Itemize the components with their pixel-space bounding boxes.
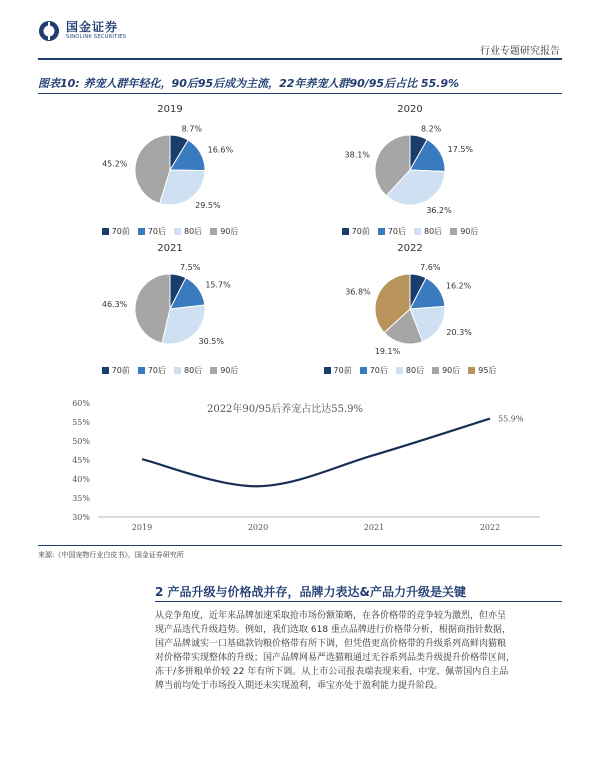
- legend-label: 80后: [405, 366, 425, 375]
- legend-item: [102, 226, 130, 237]
- pie-svg: [270, 257, 550, 363]
- x-tick-label: 2022: [479, 523, 501, 532]
- pie-value-label: 7.6%: [420, 263, 441, 273]
- legend-label: 80后: [424, 227, 443, 236]
- report-type-label: 行业专题研究报告: [480, 46, 560, 57]
- logo-name-cn: 国金证券: [66, 20, 119, 34]
- x-tick-label: 2019: [131, 523, 153, 532]
- legend-item: [324, 365, 352, 376]
- data-label: 55.9%: [498, 414, 524, 424]
- legend-swatch: [210, 228, 217, 235]
- line-chart-title: 2022年90/95后养宠占比达55.9%: [206, 404, 364, 415]
- logo-name-en: SINOLINK SECURITIES: [66, 34, 127, 40]
- pie-svg: [30, 118, 310, 224]
- legend-swatch: [432, 367, 439, 374]
- legend-swatch: [174, 367, 181, 374]
- pie-slice-90后: [135, 274, 170, 343]
- legend-item: [432, 365, 460, 376]
- legend-swatch: [360, 367, 367, 374]
- legend-item: [210, 226, 238, 237]
- pie-year-label: 2019: [157, 104, 183, 115]
- section-heading: 2 产品升级与价格战并存，品牌力表达&产品力升级是关键: [155, 585, 466, 599]
- legend-item: [138, 226, 166, 237]
- legend-label: 90后: [460, 227, 479, 236]
- pie-year-label: 2022: [397, 243, 423, 254]
- logo-mark-icon: [38, 20, 60, 42]
- series-line: [142, 419, 490, 487]
- page-header: [0, 0, 600, 60]
- legend-swatch: [174, 228, 181, 235]
- pie-value-label: 16.6%: [207, 145, 234, 155]
- y-tick-label: 30%: [72, 513, 90, 522]
- body-line: 国产品牌诚实一口基础款钧粮价格带有所下调，但凭借更高价格带的升级系列高鲜肉猫粮: [155, 639, 507, 649]
- figure-title: 图表10: 养宠人群年轻化，90后95后成为主流，22年养宠人群90/95后占比 55.9%: [38, 77, 460, 90]
- legend-swatch: [414, 228, 421, 235]
- company-logo: [38, 20, 126, 42]
- legend-swatch: [324, 367, 331, 374]
- pie-chart-2022: [270, 243, 550, 393]
- pie-value-label: 36.8%: [345, 287, 371, 297]
- legend-label: 80后: [184, 366, 203, 375]
- line-chart-90-95-share: [60, 395, 580, 535]
- body-line: 对价格带实现整体的升级；国产品牌网易严选猫粮通过无谷系列品类升级提升价格带区间，: [155, 653, 516, 663]
- legend-label: 95后: [478, 366, 497, 375]
- legend-label: 90后: [220, 227, 239, 236]
- legend-swatch: [468, 367, 475, 374]
- legend-item: [396, 365, 424, 376]
- pie-year-label: 2020: [397, 104, 423, 115]
- pie-chart-2019: [30, 104, 310, 254]
- legend-swatch: [450, 228, 457, 235]
- y-tick-label: 35%: [72, 494, 90, 503]
- legend-item: [102, 365, 130, 376]
- pie-value-label: 15.7%: [205, 280, 231, 290]
- pie-svg: [270, 118, 550, 224]
- legend-label: 70前: [333, 366, 352, 375]
- legend-item: [450, 226, 478, 237]
- legend-label: 70后: [147, 227, 166, 236]
- legend-item: [360, 365, 388, 376]
- pie-chart-2020: [270, 104, 550, 254]
- pie-value-label: 8.2%: [420, 124, 442, 134]
- pie-chart-2021: [30, 243, 310, 393]
- pie-legend: [30, 226, 310, 237]
- legend-item: [210, 365, 238, 376]
- legend-label: 70前: [351, 227, 370, 236]
- pie-value-label: 38.1%: [344, 150, 370, 160]
- pie-legend: [270, 365, 550, 376]
- legend-label: 80后: [184, 227, 203, 236]
- pie-year-label: 2021: [157, 243, 183, 254]
- x-tick-label: 2020: [247, 523, 269, 532]
- pie-legend: [30, 365, 310, 376]
- legend-swatch: [138, 367, 145, 374]
- legend-label: 90后: [220, 366, 239, 375]
- pie-value-label: 17.5%: [447, 145, 474, 155]
- legend-label: 70后: [147, 366, 166, 375]
- body-line: 牌当前均处于市场投入期还未实现盈利，乖宝亦处于盈利能力提升阶段。: [155, 681, 444, 691]
- pie-value-label: 16.2%: [445, 281, 472, 291]
- y-tick-label: 40%: [72, 475, 90, 484]
- pie-value-label: 7.5%: [180, 263, 201, 273]
- y-tick-label: 50%: [72, 437, 90, 446]
- pie-value-label: 8.7%: [181, 124, 202, 134]
- pie-value-label: 45.2%: [102, 159, 128, 169]
- y-tick-label: 55%: [72, 418, 90, 427]
- section-divider: [155, 601, 562, 602]
- pie-svg: [30, 257, 310, 363]
- legend-item: [174, 226, 202, 237]
- legend-item: [174, 365, 202, 376]
- legend-swatch: [102, 367, 109, 374]
- pie-value-label: 30.5%: [198, 337, 224, 347]
- legend-swatch: [378, 228, 385, 235]
- legend-swatch: [102, 228, 109, 235]
- figure-title-divider: [38, 93, 562, 94]
- pie-value-label: 19.1%: [374, 346, 401, 356]
- legend-label: 70前: [111, 366, 130, 375]
- y-tick-label: 45%: [72, 456, 90, 465]
- legend-label: 70后: [387, 227, 406, 236]
- legend-label: 90后: [442, 366, 461, 375]
- legend-item: [414, 226, 442, 237]
- x-tick-label: 2021: [363, 523, 385, 532]
- legend-item: [468, 365, 496, 376]
- header-divider: [38, 58, 562, 60]
- pie-value-label: 46.3%: [101, 300, 128, 310]
- legend-swatch: [210, 367, 217, 374]
- body-line: 现产品迭代升级趋势。例如，我们选取 618 重点品牌进行价格带分析，根据商指针数据，: [155, 625, 511, 635]
- legend-label: 70前: [111, 227, 130, 236]
- legend-swatch: [138, 228, 145, 235]
- legend-item: [342, 226, 370, 237]
- legend-swatch: [396, 367, 403, 374]
- source-divider: [38, 545, 562, 546]
- source-note: 来源:《中国宠物行业白皮书》，国金证券研究所: [38, 551, 184, 559]
- legend-item: [378, 226, 406, 237]
- pie-legend: [270, 226, 550, 237]
- pie-value-label: 29.5%: [195, 200, 221, 210]
- legend-label: 70后: [369, 366, 388, 375]
- y-tick-label: 60%: [72, 399, 90, 408]
- section-body: [155, 609, 570, 693]
- pie-value-label: 36.2%: [426, 205, 452, 215]
- body-line: 从竞争角度，近年来品牌加速采取抢市场份额策略，在各价格带的竞争较为激烈，但亦呈: [155, 611, 507, 621]
- legend-swatch: [342, 228, 349, 235]
- pie-value-label: 20.3%: [446, 327, 472, 337]
- body-line: 冻干/多拼粮单价较 22 年有所下调。从上市公司报表端表现来看，中宠、佩蒂国内自主品: [155, 667, 509, 677]
- legend-item: [138, 365, 166, 376]
